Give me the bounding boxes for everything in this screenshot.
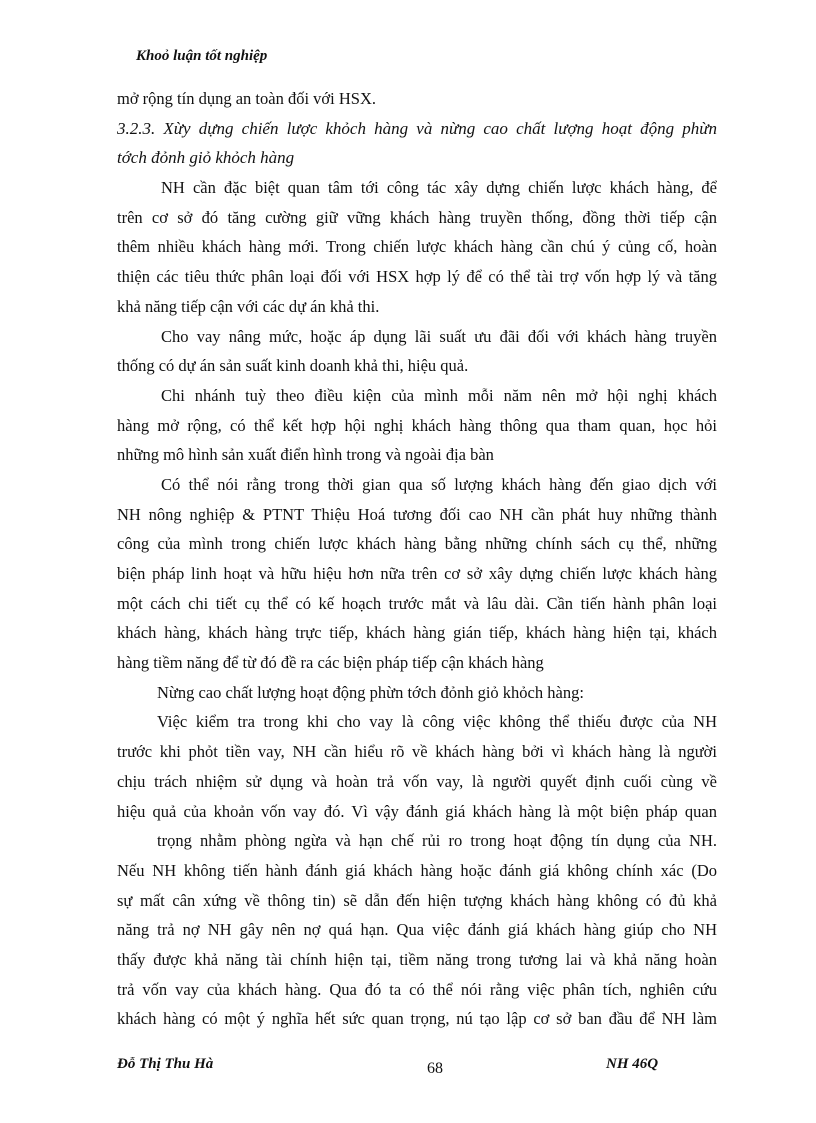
paragraph-line: NH nông nghiệp & PTNT Thiệu Hoá tương đối cao NH cần phát huy những thành bbox=[117, 504, 717, 524]
paragraph-line: một cách chi tiết cụ thể có kế hoạch trước mắt và lâu dài. Cần tiến hành phân loại bbox=[117, 593, 717, 613]
running-header: Khoỏ luận tốt nghiệp bbox=[136, 48, 268, 64]
text-line: mở rộng tín dụng an toàn đối với HSX. bbox=[117, 89, 376, 108]
paragraph-line: sự mất cân xứng về thông tin) sẽ dẫn đến hiện tượng khách hàng không có đủ khả bbox=[117, 890, 717, 910]
paragraph-line: thống có dự án sản suất kinh doanh khả thi, hiệu quả. bbox=[117, 356, 469, 376]
paragraph-line: hiệu quả của khoản vốn vay đó. Vì vậy đánh giá khách hàng là một biện pháp quan bbox=[117, 801, 717, 821]
paragraph-line: trả vốn vay của khách hàng. Qua đó ta có thể nói rằng việc phân tích, nghiên cứu bbox=[117, 979, 717, 999]
paragraph-line: trước khi phỏt tiền vay, NH cần hiểu rõ về khách hàng bởi vì khách hàng là người bbox=[117, 742, 717, 762]
paragraph-line: Việc kiểm tra trong khi cho vay là công việc không thể thiếu được của NH bbox=[157, 712, 717, 732]
paragraph-line: trên cơ sở đó tăng cường giữ vững khách hàng truyền thống, đồng thời tiếp cận bbox=[117, 207, 717, 227]
paragraph-line: thêm nhiều khách hàng mới. Trong chiến lược khách hàng cần chú ý củng cố, hoàn bbox=[117, 237, 717, 257]
paragraph-line: thiện các tiêu thức phân loại đối với HSX hợp lý để có thể tài trợ vốn hợp lý và tăng bbox=[117, 267, 717, 287]
paragraph-line: khách hàng, khách hàng trực tiếp, khách hàng gián tiếp, khách hàng hiện tại, khách bbox=[117, 623, 717, 643]
body-text bbox=[117, 84, 717, 1034]
paragraph-line: hàng mở rộng, có thể kết hợp hội nghị khách hàng thông qua tham quan, học hỏi bbox=[117, 415, 717, 435]
section-heading-cont: tớch đỏnh giỏ khỏch hàng bbox=[117, 148, 295, 168]
paragraph-line: hàng tiềm năng để từ đó đề ra các biện pháp tiếp cận khách hàng bbox=[117, 653, 544, 673]
paragraph-line: Nếu NH không tiến hành đánh giá khách hàng hoặc đánh giá không chính xác (Do bbox=[117, 860, 717, 880]
paragraph-line: Chi nhánh tuỳ theo điều kiện của mình mỗi năm nên mở hội nghị khách bbox=[161, 385, 717, 405]
paragraph-line: chịu trách nhiệm sử dụng và hoàn trả vốn vay, là người quyết định cuối cùng về bbox=[117, 771, 717, 791]
paragraph-line: khả năng tiếp cận với các dự án khả thi. bbox=[117, 296, 380, 316]
paragraph-line: Cho vay nâng mức, hoặc áp dụng lãi suất ưu đãi đối với khách hàng truyền bbox=[161, 326, 717, 346]
footer-class-code: NH 46Q bbox=[606, 1056, 659, 1072]
paragraph-line: trọng nhằm phòng ngừa và hạn chế rủi ro trong hoạt động tín dụng của NH. bbox=[157, 831, 717, 851]
paragraph-line: năng trả nợ NH gây nên nợ quá hạn. Qua việc đánh giá khách hàng giúp cho NH bbox=[117, 920, 717, 940]
paragraph-line: Có thể nói rằng trong thời gian qua số lượng khách hàng đến giao dịch với bbox=[161, 474, 717, 494]
footer-author: Đỗ Thị Thu Hà bbox=[117, 1056, 214, 1072]
paragraph-line: thấy được khả năng tài chính hiện tại, tiềm năng trong tương lai và khả năng hoàn bbox=[117, 949, 717, 969]
section-heading: 3.2.3. Xừy dựng chiến lược khỏch hàng và nừng cao chất lượng hoạt động phừn bbox=[117, 118, 717, 138]
paragraph-line: công của mình trong chiến lược khách hàng bằng những chính sách cụ thể, những bbox=[117, 534, 717, 554]
paragraph-line: những mô hình sản xuất điển hình trong và ngoài địa bàn bbox=[117, 445, 494, 465]
page-number: 68 bbox=[427, 1060, 443, 1077]
paragraph-line: NH cần đặc biệt quan tâm tới công tác xây dựng chiến lược khách hàng, để bbox=[161, 178, 717, 198]
subheading-line: Nừng cao chất lượng hoạt động phừn tớch đỏnh giỏ khỏch hàng: bbox=[157, 682, 584, 702]
paragraph-line: biện pháp linh hoạt và hữu hiệu hơn nữa trên cơ sở xây dựng chiến lược khách hàng bbox=[117, 564, 717, 583]
paragraph-line: khách hàng có một ý nghĩa hết sức quan trọng, nú tạo lập cơ sở ban đầu để NH làm bbox=[117, 1009, 717, 1029]
